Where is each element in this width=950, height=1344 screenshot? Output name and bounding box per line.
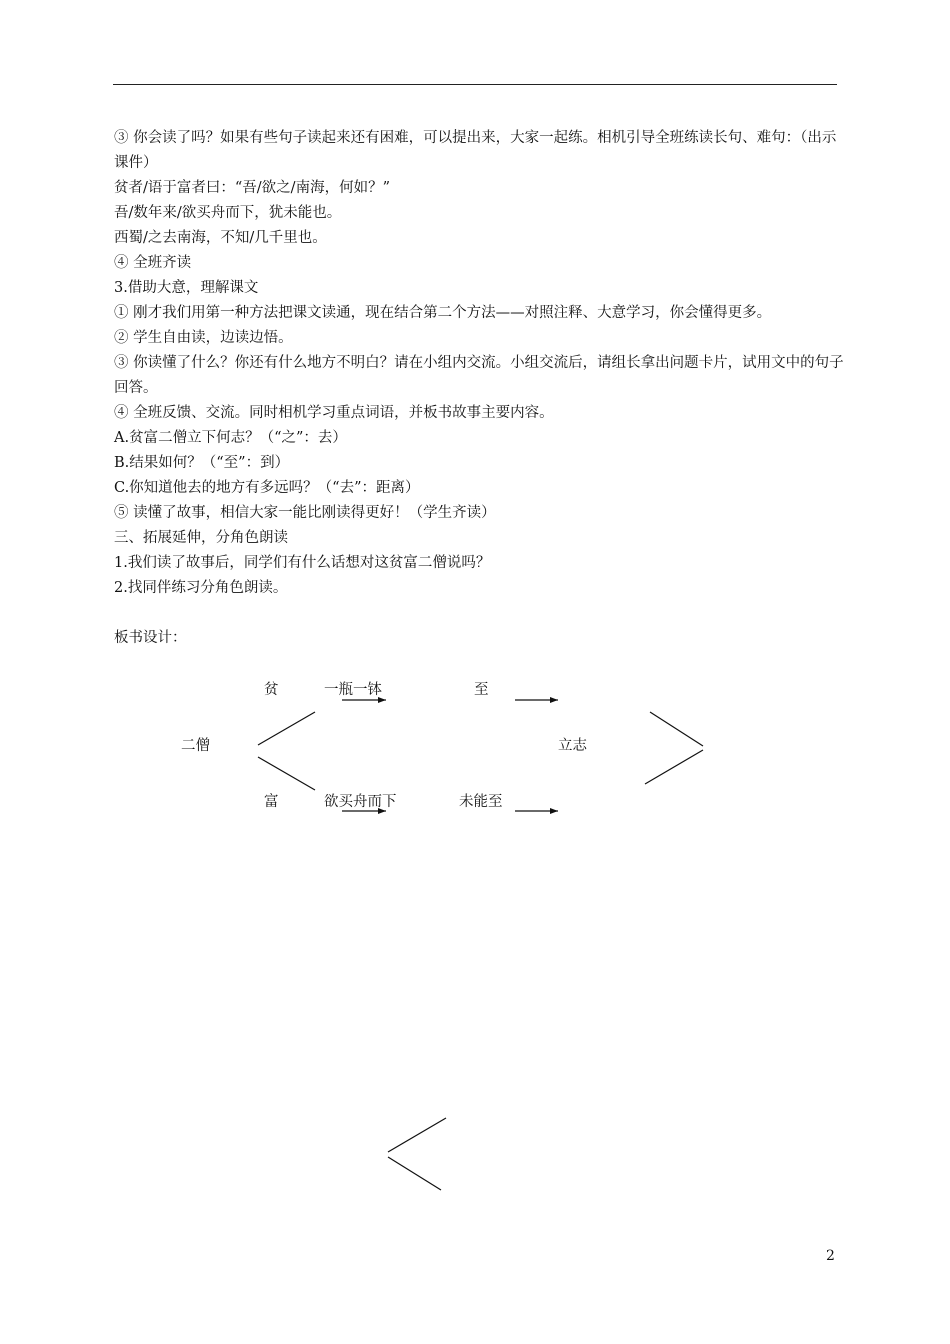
text-line: 吾/数年来/欲买舟而下，犹未能也。 <box>114 205 342 221</box>
converge-line-upper <box>650 712 703 746</box>
label-rich-result: 未能至 <box>459 794 503 810</box>
text-line: C.你知道他去的地方有多远吗？（“去”：距离） <box>114 480 420 496</box>
text-line: 3.借助大意，理解课文 <box>114 280 259 296</box>
label-poor-means: 一瓶一钵 <box>324 682 382 698</box>
text-line: ① 刚才我们用第一种方法把课文读通，现在结合第二个方法——对照注释、大意学习，你会懂得更多。 <box>114 305 772 321</box>
label-monks: 二僧 <box>181 738 210 754</box>
text-line: 西蜀/之去南海，不知/几千里也。 <box>114 230 327 246</box>
text-line: 2.找同伴练习分角色朗读。 <box>114 580 288 596</box>
page-number: 2 <box>826 1248 835 1264</box>
board-heading: 板书设计： <box>114 630 187 646</box>
text-line: A.贫富二僧立下何志？（“之”：去） <box>114 430 347 446</box>
text-line: 1.我们读了故事后，同学们有什么话想对这贫富二僧说吗？ <box>114 555 491 571</box>
text-line: 贫者/语于富者曰：“吾/欲之/南海，何如？” <box>114 180 390 196</box>
label-rich-means: 欲买舟而下 <box>324 794 397 810</box>
text-line: ③ 你读懂了什么？你还有什么地方不明白？请在小组内交流。小组交流后，请组长拿出问题卡片，试用文中的句子回答。 <box>114 355 844 396</box>
stray-bracket-upper <box>388 1118 446 1152</box>
label-poor: 贫 <box>264 682 279 698</box>
label-goal: 立志 <box>558 738 587 754</box>
branch-line-lower <box>258 757 315 790</box>
label-poor-result: 至 <box>474 682 489 698</box>
text-line: ③ 你会读了吗？如果有些句子读起来还有困难，可以提出来，大家一起练。相机引导全班练读长句、难句：（出示课件） <box>114 130 837 171</box>
text-line: ④ 全班齐读 <box>114 255 192 271</box>
text-line: ② 学生自由读，边读边悟。 <box>114 330 293 346</box>
converge-line-lower <box>645 750 703 784</box>
text-line: ⑤ 读懂了故事，相信大家一能比刚读得更好！（学生齐读） <box>114 505 496 521</box>
label-rich: 富 <box>264 794 279 810</box>
stray-bracket-lower <box>388 1157 441 1190</box>
text-line: 三、拓展延伸，分角色朗读 <box>114 530 288 546</box>
text-line: B.结果如何？（“至”：到） <box>114 455 290 471</box>
text-line: ④ 全班反馈、交流。同时相机学习重点词语，并板书故事主要内容。 <box>114 405 554 421</box>
branch-line-upper <box>258 712 315 745</box>
